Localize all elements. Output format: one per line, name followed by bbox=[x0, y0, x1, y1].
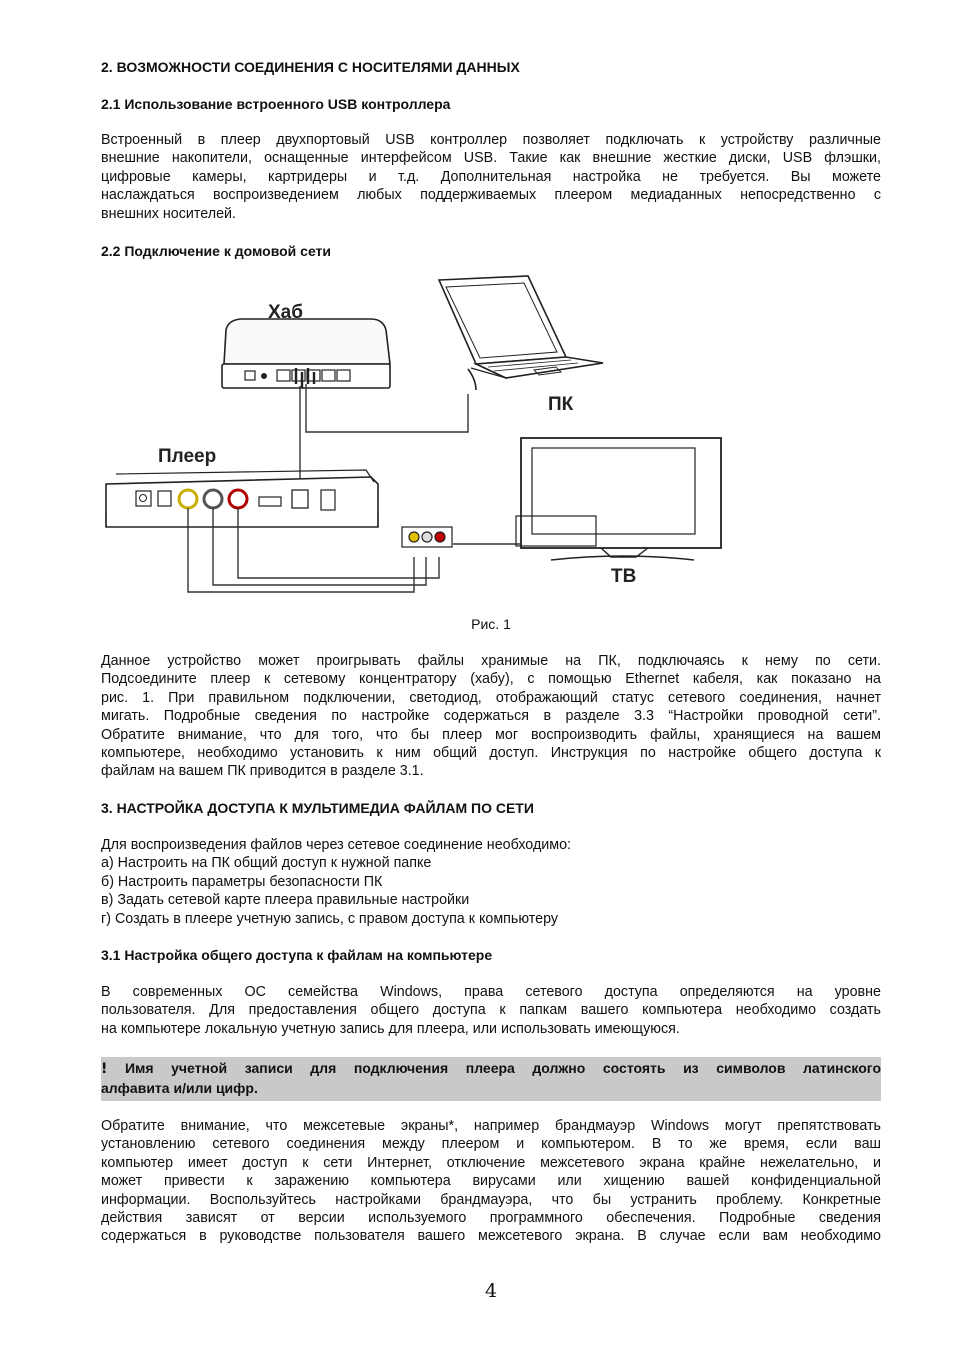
note-line bbox=[101, 1059, 881, 1079]
paragraph-line: мигать. Подробные сведения по настройке содержаться в разделе 3.3 “Настройки проводной сети”. bbox=[101, 708, 881, 725]
paragraph-line: Встроенный в плеер двухпортовый USB контроллер позволяет подключать к устройству различные bbox=[101, 132, 881, 148]
paragraph-line: Подсоедините плеер к сетевому концентратору (хабу), с помощью Ethernet кабеля, как показано на bbox=[101, 671, 881, 688]
requirements-list bbox=[101, 836, 571, 928]
paragraph-line: цифровые камеры, картридеры и т.д. Дополнительная настройка не требуется. Вы можете bbox=[101, 168, 881, 185]
firewall-paragraph bbox=[101, 1117, 881, 1246]
paragraph-line: Данное устройство может проигрывать файлы хранимые на ПК, подключаясь к нему по сети. bbox=[101, 653, 881, 669]
list-intro: Для воспроизведения файлов через сетевое соединение необходимо: bbox=[101, 837, 572, 853]
section-2-2-paragraph bbox=[101, 652, 881, 781]
tv-illustration bbox=[516, 438, 721, 560]
note-line: алфавита и/или цифр. bbox=[101, 1080, 258, 1096]
paragraph-line: информации. Воспользуйтесь настройками брандмауэра, что бы устранить проблему. Конкретные bbox=[101, 1191, 881, 1208]
paragraph-line: В современных ОС семейства Windows, права сетевого доступа определяются на уровне bbox=[101, 984, 881, 1000]
paragraph-line: может привести к заражению компьютера вирусами или хищению вашей конфиденциальной bbox=[101, 1173, 881, 1190]
paragraph-line: Обратите внимание, что для того, что бы плеер мог воспроизводить файлы, хранящиеся на вашем bbox=[101, 726, 881, 743]
paragraph-line: на компьютере локальную учетную запись для плеера, или использовать имеющуюся. bbox=[101, 1020, 680, 1037]
section-2-1-heading: 2.1 Использование встроенного USB контроллера bbox=[101, 96, 451, 112]
connection-diagram bbox=[96, 272, 726, 597]
section-3-1-heading: 3.1 Настройка общего доступа к файлам на компьютере bbox=[101, 947, 493, 963]
paragraph-line: файлам на вашем ПК приводится в разделе 3.1. bbox=[101, 763, 424, 780]
laptop-illustration bbox=[439, 276, 603, 390]
hub-illustration bbox=[222, 319, 390, 388]
section-2-1-paragraph bbox=[101, 131, 881, 223]
hub-label: Хаб bbox=[268, 302, 303, 323]
paragraph-line: установлению сетевого соединения между плеером и компьютером. В то же время, если ваш bbox=[101, 1136, 881, 1153]
paragraph-line: компьютер имеет доступ к сети Интернет, отключение межсетевого экрана крайне нежелательно, и bbox=[101, 1154, 881, 1171]
section-3-heading: 3. НАСТРОЙКА ДОСТУПА К МУЛЬТИМЕДИА ФАЙЛАМ ПО СЕТИ bbox=[101, 800, 534, 816]
paragraph-line: действия зависят от версии используемого программного обеспечения. Подробные сведения bbox=[101, 1210, 881, 1227]
section-3-1-paragraph bbox=[101, 983, 881, 1038]
paragraph-line: наслаждаться воспроизведением любых поддерживаемых плеером медиаданных непосредственно с bbox=[101, 187, 881, 204]
paragraph-line: содержаться в руководстве пользователя вашего межсетевого экрана. В случае если вам необходимо bbox=[101, 1228, 881, 1245]
tv-label: ТВ bbox=[611, 566, 637, 587]
list-item: г) Создать в плеере учетную запись, с правом доступа к компьютеру bbox=[101, 910, 559, 927]
player-illustration bbox=[106, 470, 378, 527]
paragraph-line: пользователя. Для предоставления общего доступа к папкам вашего компьютера необходимо создать bbox=[101, 1002, 881, 1019]
av-plug-block bbox=[402, 527, 452, 547]
paragraph-line: внешние накопители, оснащенные интерфейсом USB. Такие как внешние жесткие диски, USB флэшки, bbox=[101, 150, 881, 167]
section-2-2-heading: 2.2 Подключение к домовой сети bbox=[101, 243, 332, 259]
list-item: а) Настроить на ПК общий доступ к нужной папке bbox=[101, 855, 432, 872]
pc-label: ПК bbox=[548, 394, 574, 415]
page-number: 4 bbox=[484, 1280, 498, 1302]
note-text: Имя учетной записи для подключения плеера должно состоять из символов латинского bbox=[124, 1060, 881, 1076]
warning-icon: ! bbox=[101, 1061, 108, 1077]
paragraph-line: внешних носителей. bbox=[101, 205, 237, 222]
list-item: в) Задать сетевой карте плеера правильные настройки bbox=[101, 892, 470, 909]
paragraph-line: рис. 1. При правильном подключении, светодиод, отображающий статус сетевого соединения, начнет bbox=[101, 689, 881, 706]
paragraph-line: компьютере, необходимо установить к ним общий доступ. Инструкция по настройке общего доступа к bbox=[101, 745, 881, 762]
warning-note bbox=[101, 1057, 881, 1101]
section-2-heading: 2. ВОЗМОЖНОСТИ СОЕДИНЕНИЯ С НОСИТЕЛЯМИ ДАННЫХ bbox=[101, 59, 520, 75]
paragraph-line: Обратите внимание, что межсетевые экраны*, например брандмауэр Windows могут препятствовать bbox=[101, 1118, 881, 1134]
list-item: б) Настроить параметры безопасности ПК bbox=[101, 873, 383, 890]
player-label: Плеер bbox=[158, 446, 217, 467]
figure-caption: Рис. 1 bbox=[471, 616, 511, 632]
